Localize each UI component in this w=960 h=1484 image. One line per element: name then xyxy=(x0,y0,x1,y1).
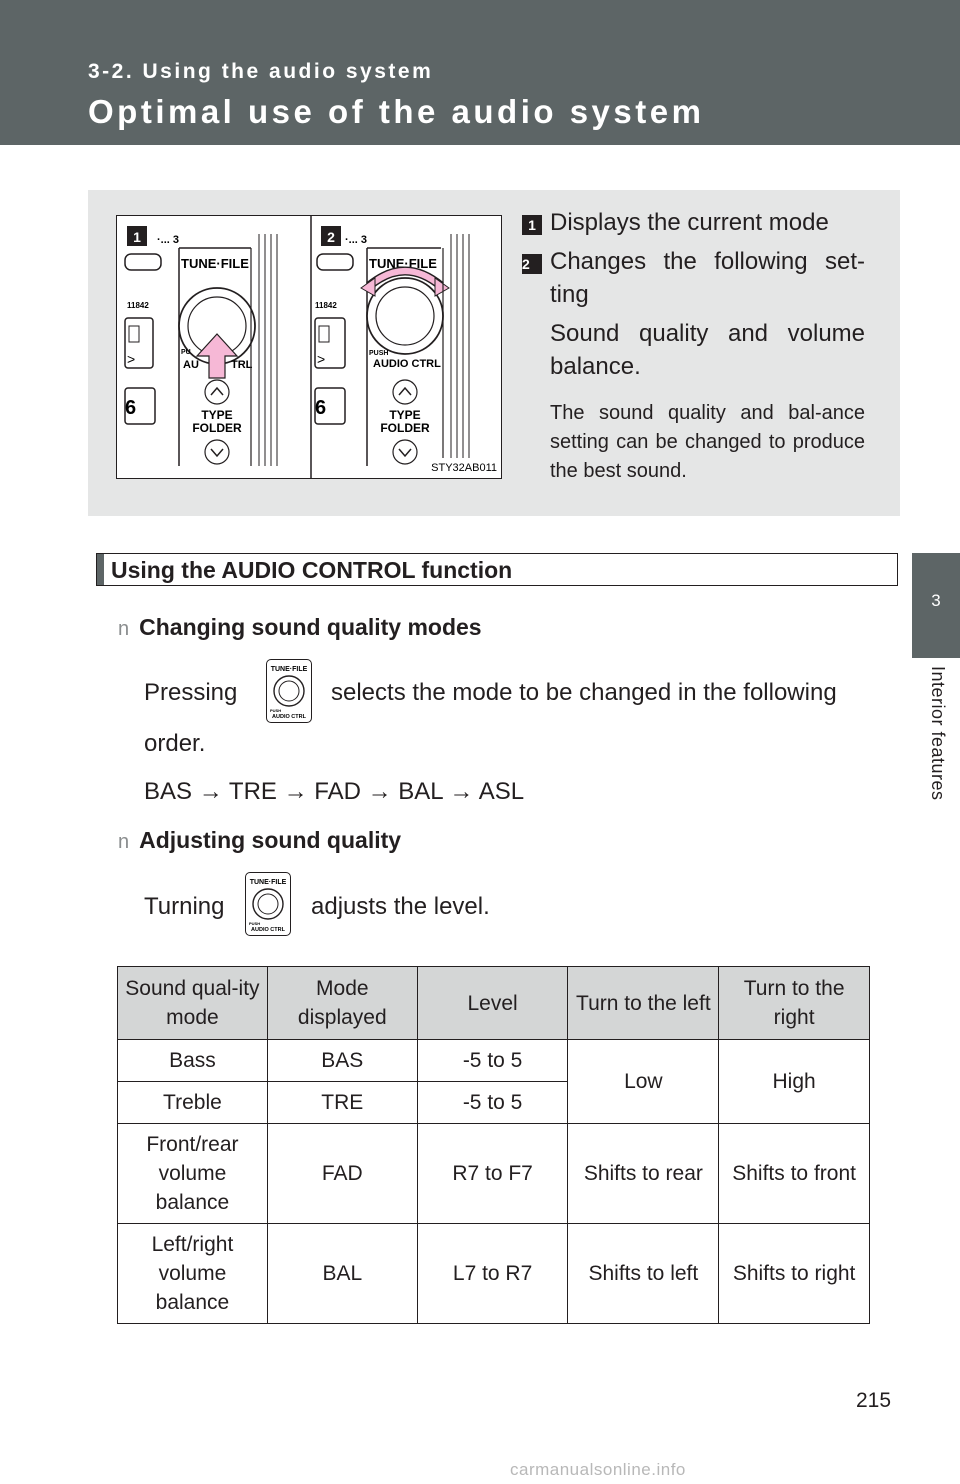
watermark: carmanualsonline.info xyxy=(510,1460,686,1479)
chapter-number: 3 xyxy=(931,591,941,610)
pressing-text: Pressing xyxy=(144,679,238,706)
svg-text:AUDIO CTRL: AUDIO CTRL xyxy=(251,927,285,933)
table-row xyxy=(118,1124,870,1224)
svg-text:11842: 11842 xyxy=(315,301,337,310)
table-cell: Shifts to right xyxy=(719,1224,870,1324)
pressing-text-line2: order. xyxy=(144,730,206,757)
table-cell: Bass xyxy=(118,1040,268,1082)
svg-text:PU: PU xyxy=(181,349,191,356)
table-cell: Left/right volume balance xyxy=(118,1224,268,1324)
table-cell: High xyxy=(719,1040,870,1124)
svg-text:TRL: TRL xyxy=(231,359,253,371)
svg-text:PUSH: PUSH xyxy=(270,708,282,713)
table-cell: -5 to 5 xyxy=(417,1082,568,1124)
marker-2: 2 xyxy=(327,229,335,245)
table-cell: Shifts to front xyxy=(719,1124,870,1224)
svg-text:FOLDER: FOLDER xyxy=(192,421,242,435)
left-panel xyxy=(125,226,277,466)
page-header xyxy=(0,0,960,145)
svg-text:TUNE·FILE: TUNE·FILE xyxy=(249,879,287,886)
svg-text:TYPE: TYPE xyxy=(389,408,421,422)
page-title: Optimal use of the audio system xyxy=(88,93,705,130)
column-header: Turn to the left xyxy=(568,967,719,1040)
audio-control-illustration xyxy=(116,215,502,479)
svg-text:FOLDER: FOLDER xyxy=(380,421,430,435)
mode-sequence: BAS → TRE → FAD → BAL → ASL xyxy=(144,778,525,805)
table-cell: Treble xyxy=(118,1082,268,1124)
svg-text:·... 3: ·... 3 xyxy=(157,234,180,246)
svg-text:6: 6 xyxy=(125,397,137,419)
section-title-bar xyxy=(96,553,898,586)
svg-text:6: 6 xyxy=(315,397,327,419)
table-cell: R7 to F7 xyxy=(417,1124,568,1224)
section-title: Using the AUDIO CONTROL function xyxy=(111,557,513,583)
svg-text:>: > xyxy=(127,351,136,367)
table-cell: BAS xyxy=(267,1040,417,1082)
section-accent xyxy=(97,554,104,585)
right-panel xyxy=(315,226,499,474)
turning-text-continued: adjusts the level. xyxy=(311,893,490,920)
table-cell: Shifts to left xyxy=(568,1224,719,1324)
tune-file-knob-icon xyxy=(245,872,291,936)
svg-text:PUSH: PUSH xyxy=(249,921,261,926)
subheading-changing-modes: n Changing sound quality modes xyxy=(118,614,482,640)
column-header: Level xyxy=(417,967,568,1040)
tune-file-knob-icon xyxy=(266,659,312,723)
figure-code: STY32AB011 xyxy=(431,462,497,474)
legend-marker-1: 1 xyxy=(522,215,542,235)
table-cell: -5 to 5 xyxy=(417,1040,568,1082)
table-cell: TRE xyxy=(267,1082,417,1124)
table-row xyxy=(118,1040,870,1082)
svg-text:>: > xyxy=(317,351,326,367)
figure-legend xyxy=(522,206,865,486)
svg-text:AU: AU xyxy=(183,359,199,371)
bullet-marker: n xyxy=(118,831,130,853)
pressing-text-continued: selects the mode to be changed in the following xyxy=(331,679,837,706)
svg-text:PUSH: PUSH xyxy=(369,350,389,357)
page-number: 215 xyxy=(856,1389,892,1412)
legend-detail: Sound quality and volume balance. xyxy=(550,320,865,380)
legend-marker-2: 2 xyxy=(522,254,542,274)
sound-quality-table xyxy=(117,966,870,1324)
svg-text:AUDIO CTRL: AUDIO CTRL xyxy=(373,358,441,370)
table-cell: L7 to R7 xyxy=(417,1224,568,1324)
table-cell: FAD xyxy=(267,1124,417,1224)
svg-text:TUNE·FILE: TUNE·FILE xyxy=(270,666,308,673)
legend-note: The sound quality and bal-ance setting can be changed to produce the best sound. xyxy=(550,402,865,482)
chapter-label: Interior features xyxy=(928,666,948,801)
column-header: Mode displayed xyxy=(267,967,417,1040)
marker-1: 1 xyxy=(133,229,141,245)
table-cell: Front/rear volume balance xyxy=(118,1124,268,1224)
turning-text: Turning xyxy=(144,893,225,920)
table-cell: Shifts to rear xyxy=(568,1124,719,1224)
svg-text:TUNE·FILE: TUNE·FILE xyxy=(369,256,437,271)
table-header-row xyxy=(118,967,870,1040)
subheading-adjusting: n Adjusting sound quality xyxy=(118,827,402,853)
legend-item-1: 1 Displays the current mode xyxy=(522,206,865,239)
section-heading: 3-2. Using the audio system xyxy=(88,60,434,83)
svg-text:TYPE: TYPE xyxy=(201,408,233,422)
chapter-tab xyxy=(912,553,960,658)
column-header: Sound qual-ity mode xyxy=(118,967,268,1040)
svg-text:11842: 11842 xyxy=(127,301,149,310)
column-header: Turn to the right xyxy=(719,967,870,1040)
svg-text:TUNE·FILE: TUNE·FILE xyxy=(181,256,249,271)
table-row xyxy=(118,1224,870,1324)
svg-text:·... 3: ·... 3 xyxy=(345,234,368,246)
table-cell: BAL xyxy=(267,1224,417,1324)
svg-text:AUDIO CTRL: AUDIO CTRL xyxy=(272,714,306,720)
bullet-marker: n xyxy=(118,618,130,640)
legend-item-2: 2 Changes the following set-ting xyxy=(522,248,865,308)
table-cell: Low xyxy=(568,1040,719,1124)
